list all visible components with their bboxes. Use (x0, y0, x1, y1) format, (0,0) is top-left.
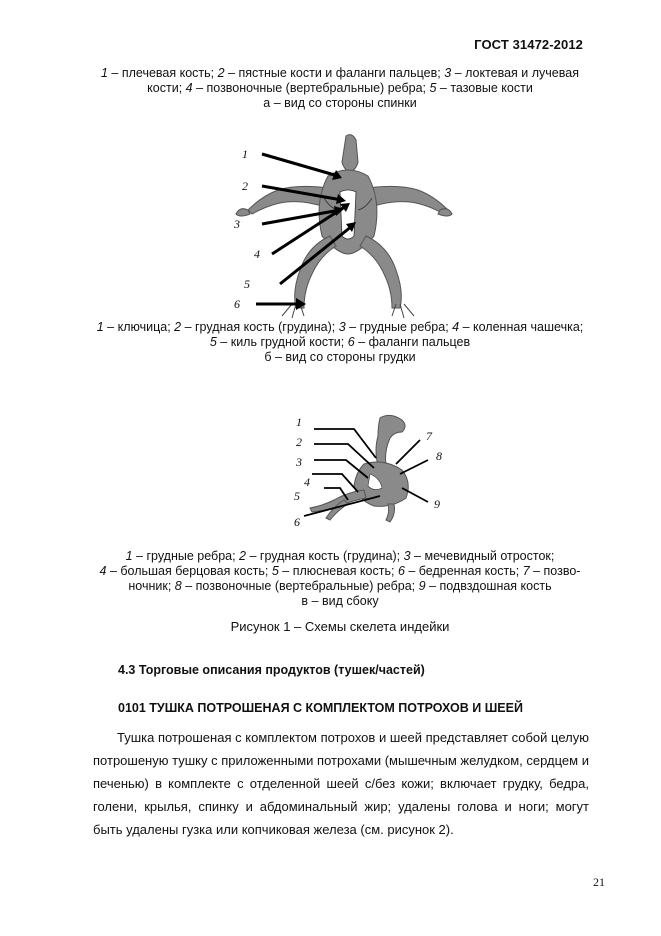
caption-item-number: 2 (217, 66, 225, 80)
figure-c-view-label: в – вид сбоку (301, 594, 379, 608)
figure-c-label: 1 (296, 415, 302, 429)
caption-item-number: 8 (174, 579, 182, 593)
figure-b-view-label: б – вид со стороны грудки (264, 350, 416, 364)
figure-c-label: 9 (434, 497, 440, 511)
caption-item-number: 4 (185, 81, 193, 95)
caption-item-text: – позво- (529, 564, 581, 578)
figure-c-label: 5 (294, 489, 300, 503)
figure-c-caption-line1 (60, 549, 620, 564)
caption-item-text: – киль грудной кости; (216, 335, 348, 349)
figure-b-label: 5 (244, 277, 250, 291)
subsection-heading: 0101 ТУШКА ПОТРОШЕНАЯ С КОМПЛЕКТОМ ПОТРОХОВ И ШЕЕЙ (118, 701, 523, 715)
figure-b-label: 3 (234, 217, 240, 231)
figure-b-skeleton-breast (228, 128, 458, 318)
page-number: 21 (593, 875, 605, 889)
caption-item-number: 3 (403, 549, 411, 563)
figure-title: Рисунок 1 – Схемы скелета индейки (230, 619, 450, 634)
caption-item-text: – большая берцовая кость; (106, 564, 272, 578)
caption-item-text: – грудная кость (грудина); (181, 320, 339, 334)
caption-item-text: – грудные ребра; (132, 549, 240, 563)
caption-item-text: – плюсневая кость; (278, 564, 398, 578)
caption-item-number: 5 (429, 81, 437, 95)
figure-c-label: 8 (436, 449, 442, 463)
caption-item-number: 1 (125, 549, 133, 563)
caption-item-text: – фаланги пальцев (354, 335, 471, 349)
caption-item-number: 4 (99, 564, 107, 578)
caption-item-number: 5 (271, 564, 279, 578)
caption-item-text: – пястные кости и фаланги пальцев; (224, 66, 445, 80)
caption-item-number: 1 (101, 66, 108, 80)
figure-c-label: 7 (426, 429, 432, 443)
figure-b-caption-line2 (60, 335, 620, 350)
caption-item-text: – позвоночные (вертебральные) ребра; (192, 81, 430, 95)
caption-item-text: – ключица; (103, 320, 175, 334)
body-paragraph: Тушка потрошеная с комплектом потрохов и шеей представляет собой целую потрошеную тушку с приложенными потрохами (мышечным желудком, сердцем и печенью) в комплекте с отделенной шеей с/без кожи; включает грудку, бедра, голени, крылья, спинку и абдоминальный жир; удалены голова и ноги; могут быть удалены гузка или копчиковая железа (см. рисунок 2). (93, 730, 589, 837)
caption-item-number: 9 (418, 579, 426, 593)
figure-b-label: 1 (242, 147, 248, 161)
caption-item-text: ночник; (128, 579, 175, 593)
figure-c-caption-line3 (60, 579, 620, 594)
caption-item-text: – мечевидный отросток; (410, 549, 555, 563)
figure-c-label: 6 (294, 515, 300, 529)
caption-item-text: – позвоночные (вертебральные) ребра; (181, 579, 419, 593)
figure-b-label: 4 (254, 247, 260, 261)
caption-item-text: – грудная кость (грудина); (246, 549, 404, 563)
figure-b-label: 6 (234, 297, 240, 311)
caption-item-text: – грудные ребра; (345, 320, 453, 334)
caption-item-number: 3 (444, 66, 452, 80)
figure-a-caption-line1 (60, 66, 620, 81)
caption-item-text: – коленная чашечка; (459, 320, 584, 334)
caption-item-text: – подвздошная кость (425, 579, 552, 593)
caption-item-text: – плечевая кость; (107, 66, 218, 80)
figure-b-caption-line1 (60, 320, 620, 335)
caption-item-text: кости; (147, 81, 186, 95)
figure-a-caption-line2 (60, 81, 620, 96)
figure-c-label: 4 (304, 475, 310, 489)
caption-item-number: 3 (338, 320, 346, 334)
section-heading: 4.3 Торговые описания продуктов (тушек/частей) (118, 663, 425, 677)
figure-c-label: 3 (296, 455, 302, 469)
caption-item-text: – тазовые кости (436, 81, 533, 95)
caption-item-number: 6 (397, 564, 405, 578)
caption-item-text: – бедренная кость; (404, 564, 523, 578)
caption-item-number: 1 (96, 320, 104, 334)
figure-b-label: 2 (242, 179, 248, 193)
figure-c-skeleton-side (284, 408, 464, 533)
caption-item-number: 2 (174, 320, 182, 334)
document-code: ГОСТ 31472-2012 (474, 37, 583, 52)
caption-item-number: 7 (522, 564, 530, 578)
caption-item-text: – локтевая и лучевая (451, 66, 579, 80)
figure-a-view-label: а – вид со стороны спинки (263, 96, 417, 110)
caption-item-number: 2 (239, 549, 246, 563)
figure-c-label: 2 (296, 435, 302, 449)
caption-item-number: 6 (347, 335, 355, 349)
figure-c-caption-line2 (60, 564, 620, 579)
caption-item-number: 5 (209, 335, 217, 349)
caption-item-number: 4 (452, 320, 460, 334)
